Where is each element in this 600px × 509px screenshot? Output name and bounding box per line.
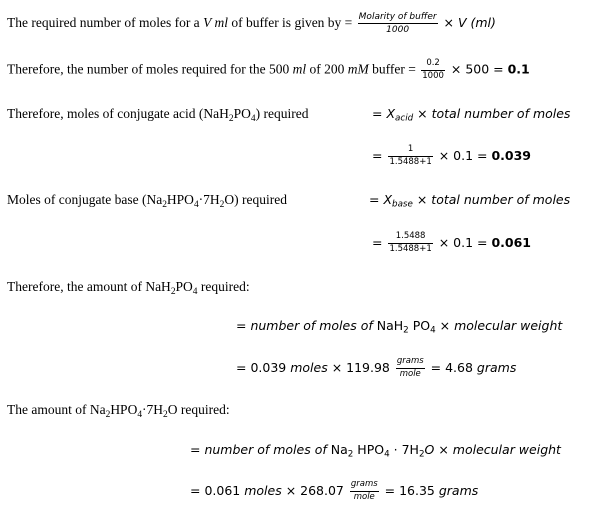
na2hpo4-mass-formula: = number of moles of $Na_2$ $HPO_4 \cdot 7H_2O$ × molecular weight — [190, 442, 561, 460]
acid-mole-fraction: $\frac{1}{1.5488+1}$ — [389, 144, 432, 167]
na2hpo4-mass-calculation: = 0.061 moles × 268.07 $\frac{\text{grams}}{\text{mole}}$ = 16.35 grams — [190, 479, 479, 502]
na2hpo4-amount-heading: The amount of $Na_2HPO_4\cdot 7H_2O$ required: — [7, 402, 230, 420]
conjugate-acid-calculation: = $\frac{1}{1.5488+1}$ × 0.1 = 0.039 — [372, 144, 532, 167]
conjugate-acid-label: Therefore, moles of conjugate acid $(NaH_2PO_4)$ required — [7, 106, 309, 124]
conjugate-base-expression: = $X_{base}$ × total number of moles — [369, 192, 571, 210]
conjugate-base-calculation: = $\frac{1.5488}{1.5488+1}$ × 0.1 = 0.061 — [372, 231, 532, 254]
total-moles-line: Therefore, the number of moles required for the 500 ml of 200 mM buffer = $\frac{0.2}{1000}$ × 500 = 0.1 — [7, 58, 530, 81]
grams-per-mole-fraction: $\frac{\text{grams}}{\text{mole}}$ — [350, 479, 378, 502]
nah2po4-mass-calculation: = 0.039 moles × 119.98 $\frac{\text{grams}}{\text{mole}}$ = 4.68 grams — [236, 356, 517, 379]
concentration-fraction: $\frac{0.2}{1000}$ — [422, 58, 444, 81]
molarity-fraction: $\frac{\text{Molarity of buffer}}{1000}$ — [358, 12, 437, 36]
conjugate-acid-expression: = $X_{acid}$ × total number of moles — [372, 106, 571, 124]
base-mole-fraction: $\frac{1.5488}{1.5488+1}$ — [389, 231, 432, 254]
nah2po4-mass-formula: = number of moles of NaH$_2$ $PO_4$ × molecular weight — [236, 318, 563, 336]
molarity-formula-line: The required number of moles for a V ml of buffer is given by = $\frac{\text{Molarity of buffer}}{1000}$ × V (ml) — [7, 12, 496, 36]
nah2po4-amount-heading: Therefore, the amount of $NaH_2PO_4$ required: — [7, 279, 250, 297]
conjugate-base-label: Moles of conjugate base $(Na_2HPO_4\cdot 7H_2O)$ required — [7, 192, 287, 210]
grams-per-mole-fraction: $\frac{\text{grams}}{\text{mole}}$ — [396, 356, 424, 379]
